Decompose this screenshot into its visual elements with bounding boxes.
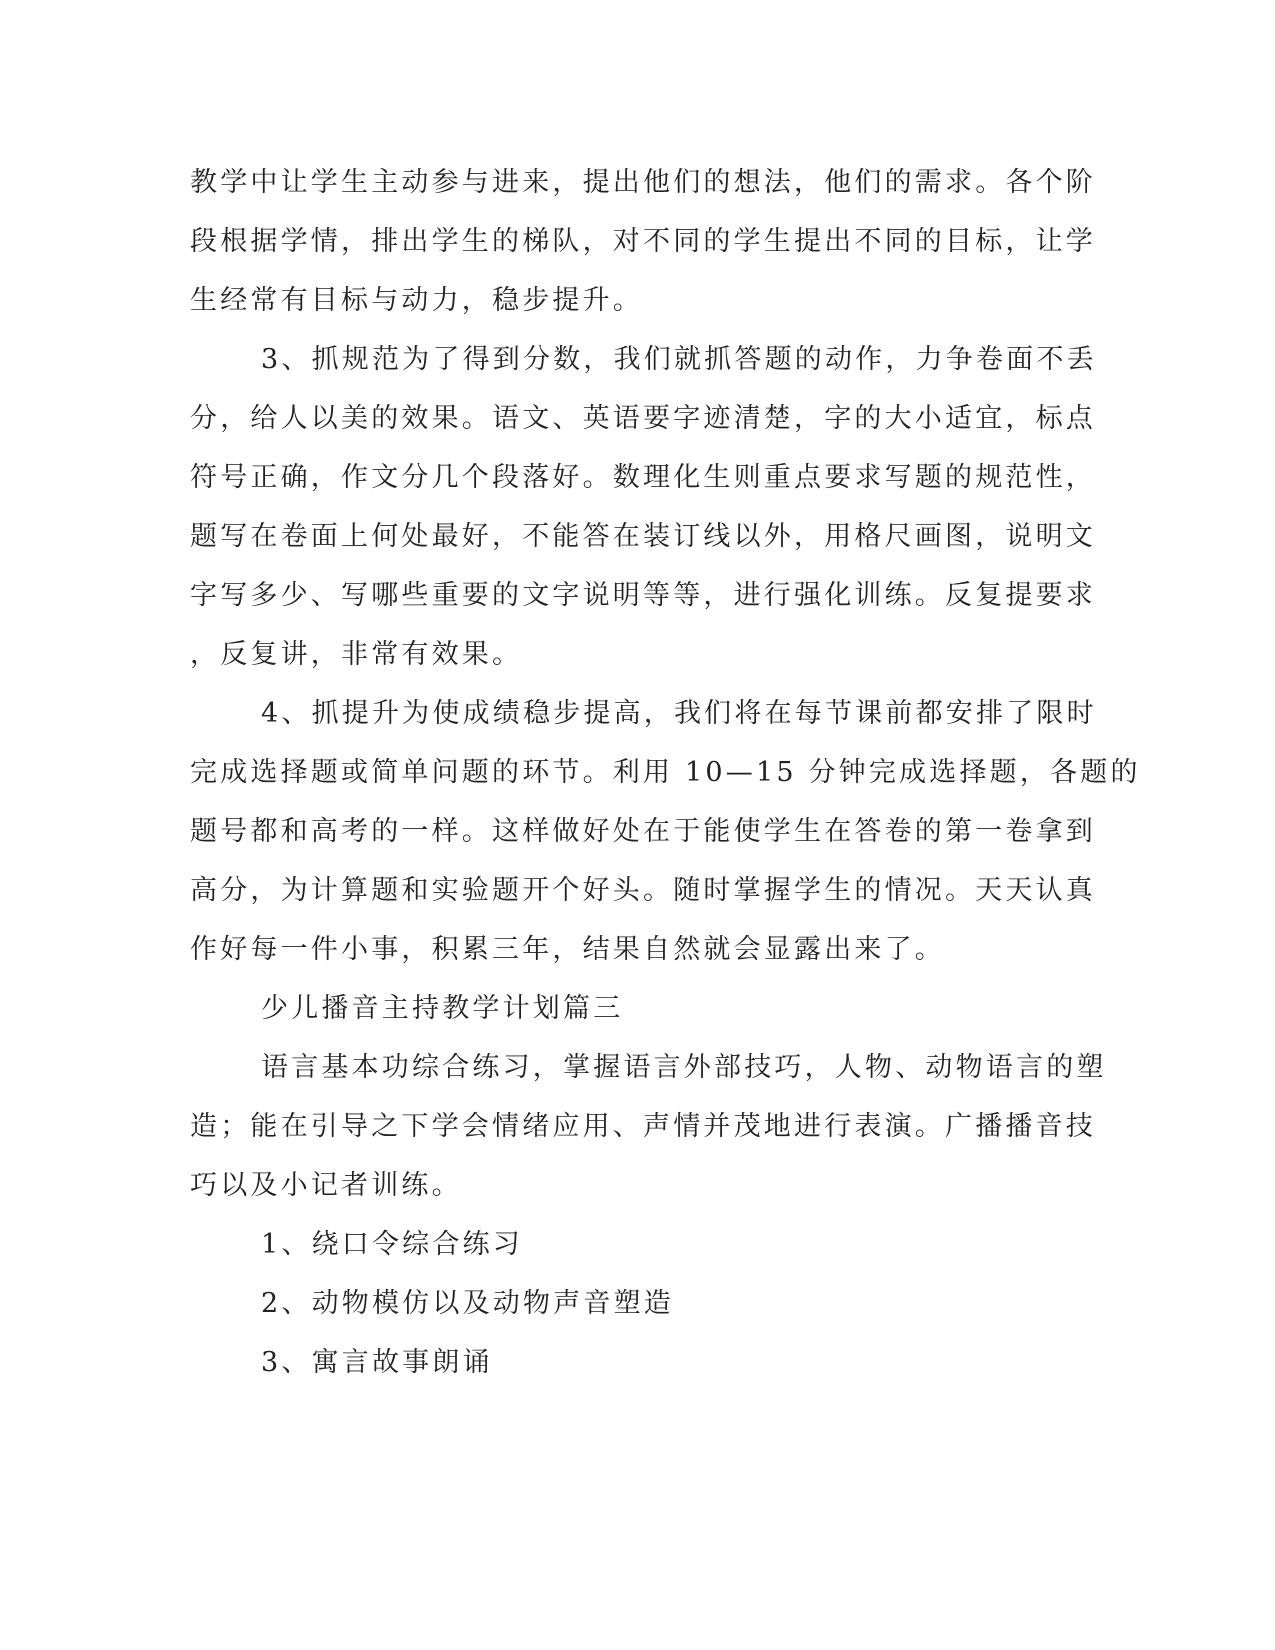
paragraph-line: 教学中让学生主动参与进来，提出他们的想法，他们的需求。各个阶 bbox=[190, 167, 1096, 198]
paragraph-line: 完成选择题或简单问题的环节。利用 10—15 分钟完成选择题，各题的 bbox=[190, 757, 1141, 788]
paragraph-line: 符号正确，作文分几个段落好。数理化生则重点要求写题的规范性， bbox=[190, 462, 1096, 493]
paragraph-line: 语言基本功综合练习，掌握语言外部技巧，人物、动物语言的塑 bbox=[261, 1052, 1107, 1083]
paragraph-line: 造；能在引导之下学会情绪应用、声情并茂地进行表演。广播播音技 bbox=[190, 1111, 1096, 1142]
paragraph-line: 字写多少、写哪些重要的文字说明等等，进行强化训练。反复提要求 bbox=[190, 580, 1096, 611]
paragraph-line: 4、抓提升为使成绩稳步提高，我们将在每节课前都安排了限时 bbox=[261, 698, 1097, 729]
paragraph-line: 巧以及小记者训练。 bbox=[190, 1170, 462, 1201]
paragraph-line: 作好每一件小事，积累三年，结果自然就会显露出来了。 bbox=[190, 934, 945, 965]
paragraph-line: 题写在卷面上何处最好，不能答在装订线以外，用格尺画图，说明文 bbox=[190, 521, 1096, 552]
section-heading: 少儿播音主持教学计划篇三 bbox=[261, 993, 624, 1024]
paragraph-line: 分，给人以美的效果。语文、英语要字迹清楚，字的大小适宜，标点 bbox=[190, 403, 1096, 434]
list-item: 2、动物模仿以及动物声音塑造 bbox=[261, 1288, 674, 1319]
paragraph-line: 题号都和高考的一样。这样做好处在于能使学生在答卷的第一卷拿到 bbox=[190, 816, 1096, 847]
paragraph-line: 3、抓规范为了得到分数，我们就抓答题的动作，力争卷面不丢 bbox=[261, 344, 1097, 375]
paragraph-line: 段根据学情，排出学生的梯队，对不同的学生提出不同的目标，让学 bbox=[190, 226, 1096, 257]
list-item: 1、绕口令综合练习 bbox=[261, 1229, 523, 1260]
paragraph-line: 生经常有目标与动力，稳步提升。 bbox=[190, 285, 643, 316]
paragraph-line: ，反复讲，非常有效果。 bbox=[190, 639, 523, 670]
paragraph-line: 高分，为计算题和实验题开个好头。随时掌握学生的情况。天天认真 bbox=[190, 875, 1096, 906]
list-item: 3、寓言故事朗诵 bbox=[261, 1347, 493, 1378]
